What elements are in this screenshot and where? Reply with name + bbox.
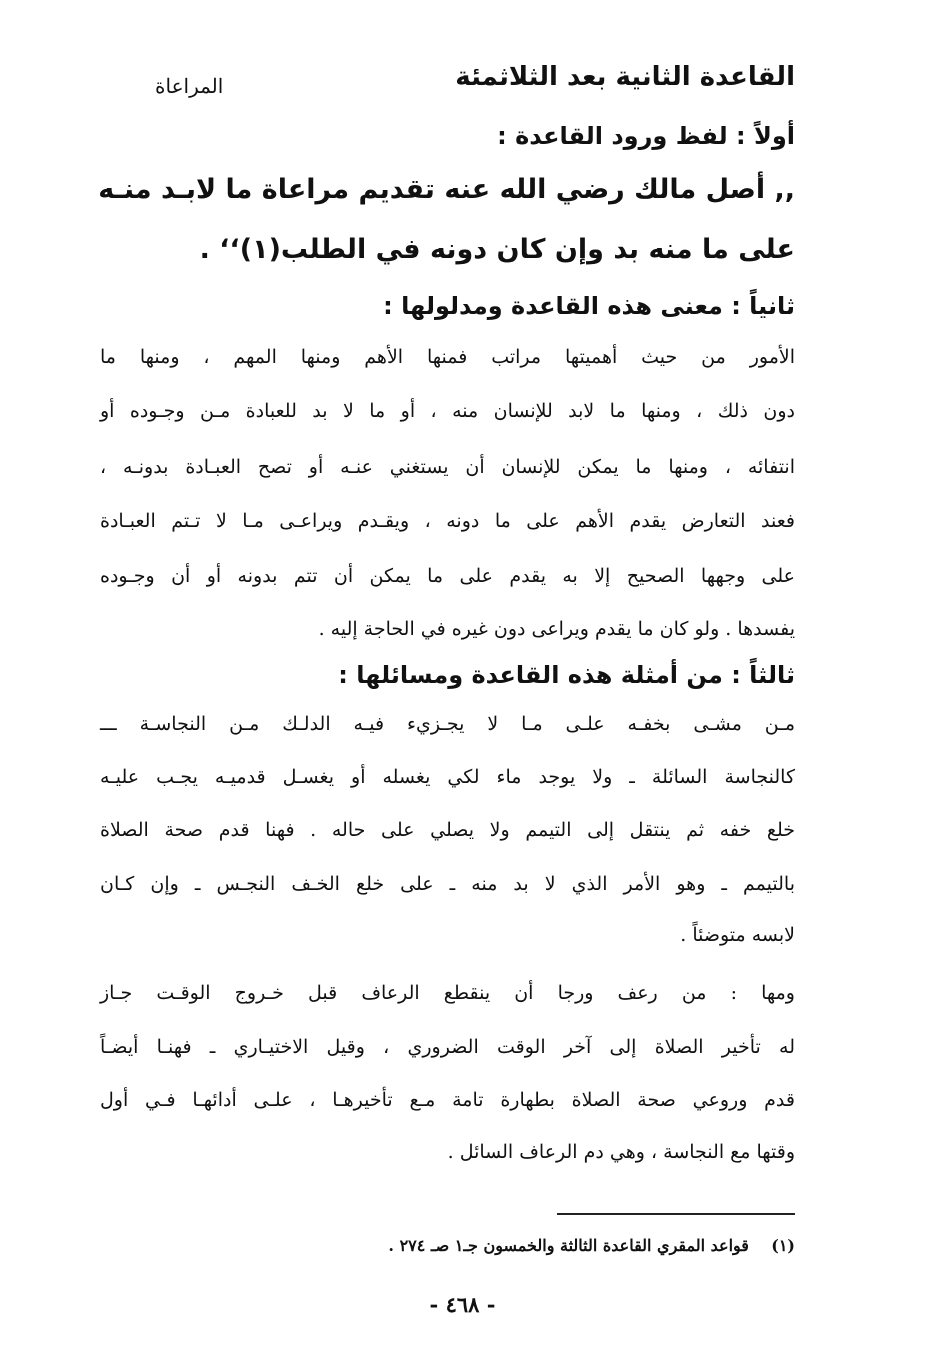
section-heading-2: ثانياً : معنى هذه القاعدة ومدلولها :: [383, 292, 795, 320]
body-line: مـن مشـى بخفـه علـى مـا لا يجـزيء فيـه الدلـك مـن النجاسـة ـــ: [100, 713, 795, 735]
body-line: على وجهها الصحيح إلا به يقدم على ما يمكن أن تتم بدونه أو أن وجـوده: [100, 565, 795, 587]
body-line: يفسدها . ولو كان ما يقدم ويراعى دون غيره في الحاجة إليه .: [318, 618, 795, 640]
footnote-divider: [557, 1213, 795, 1215]
body-line: بالتيمم ـ وهو الأمر الذي لا بد منه ـ على خلع الخـف النجـس ـ وإن كـان: [100, 873, 795, 895]
quote-line: على ما منه بد وإن كان دونه في الطلب(١)‘‘ .: [199, 234, 795, 265]
quote-line: ,, أصل مالك رضي الله عنه تقديم مراعاة ما لابـد منـه: [98, 174, 795, 205]
body-line: ومها : من رعف ورجا أن ينقطع الرعاف قبل خـروج الوقـت جـاز: [100, 982, 795, 1004]
footnote: [388, 1236, 795, 1255]
section-heading-3: ثالثاً : من أمثلة هذه القاعدة ومسائلها :: [338, 661, 795, 689]
body-line: كالنجاسة السائلة ـ ولا يوجد ماء لكي يغسله أو يغسـل قدميـه يجـب عليـه: [100, 766, 795, 788]
page-header-title: القاعدة الثانية بعد الثلاثمئة: [455, 62, 795, 92]
page-header-subtitle: المراعاة: [155, 74, 224, 98]
page-number: - ٤٦٨ -: [429, 1292, 496, 1317]
body-line: له تأخير الصلاة إلى آخر الوقت الضروري ، وقيل الاختيـاري ـ فهنـا أيضـاً: [100, 1036, 795, 1058]
body-line: خلع خفه ثم ينتقل إلى التيمم ولا يصلي على حاله . فهنا قدم صحة الصلاة: [100, 819, 795, 841]
footnote-number: (١): [771, 1236, 795, 1255]
body-line: انتفائه ، ومنها ما يمكن للإنسان أن يستغني عنـه أو تصح العبـادة بدونـه ،: [100, 456, 795, 478]
section-heading-1: أولاً : لفظ ورود القاعدة :: [497, 122, 795, 150]
body-line: الأمور من حيث أهميتها مراتب فمنها الأهم ومنها المهم ، ومنها ما: [100, 346, 795, 368]
body-line: وقتها مع النجاسة ، وهي دم الرعاف السائل .: [447, 1141, 795, 1163]
body-line: فعند التعارض يقدم الأهم على ما دونه ، ويقـدم ويراعـى مـا لا تـتم العبـادة: [100, 510, 795, 532]
footnote-text: قواعد المقري القاعدة الثالثة والخمسون جـ١ صـ ٢٧٤ .: [388, 1236, 749, 1255]
body-line: دون ذلك ، ومنها ما لابد للإنسان منه ، أو ما لا بد للعبادة مـن وجـوده أو: [100, 400, 795, 422]
body-line: لابسه متوضئاً .: [680, 924, 795, 946]
body-line: قدم وروعي صحة الصلاة بطهارة تامة مـع تأخيرهـا ، علـى أدائهـا فـي أول: [100, 1089, 795, 1111]
